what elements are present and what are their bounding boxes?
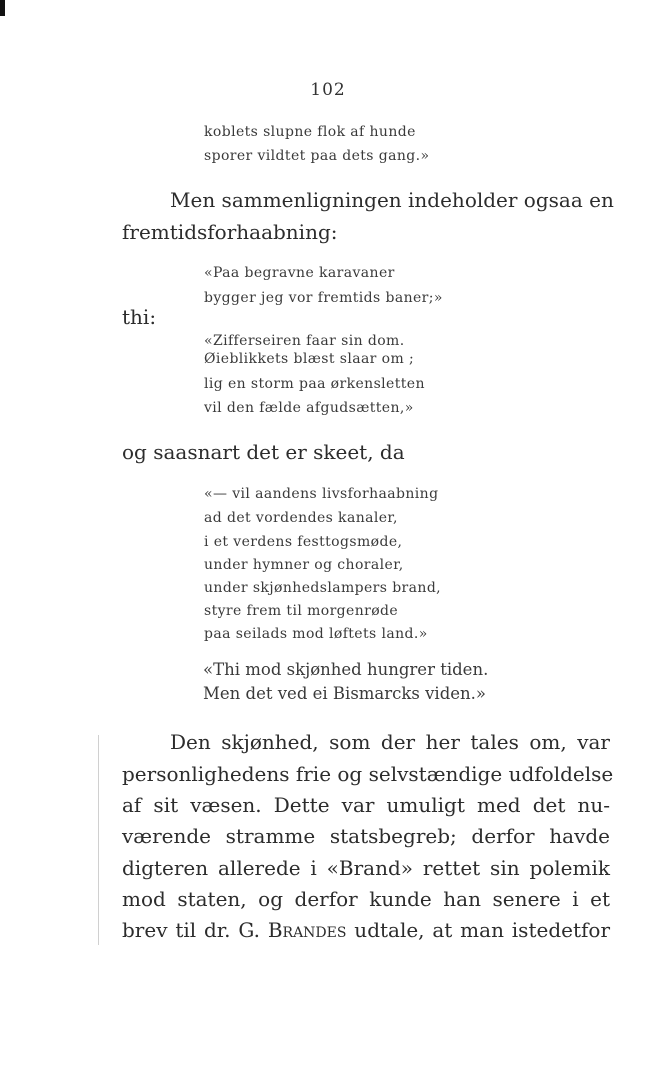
quote-line: ad det vordendes kanaler,	[204, 510, 398, 526]
quote-line: under hymner og choraler,	[204, 557, 404, 573]
quote-line: «— vil aandens livsforhaabning	[204, 486, 439, 502]
page-number: 102	[310, 80, 346, 100]
paragraph-line: fremtidsforhaabning:	[122, 220, 338, 244]
author-name: Brandes	[267, 918, 347, 942]
paragraph-line: thi:	[122, 305, 157, 329]
paragraph-line: værende stramme statsbegreb; derfor havde	[122, 824, 610, 848]
quote-line: styre frem til morgenrøde	[204, 603, 399, 619]
paragraph-line: og saasnart det er skeet, da	[122, 440, 405, 464]
paragraph-line: Den skjønhed, som der her tales om, var	[170, 730, 610, 754]
margin-line	[98, 735, 99, 945]
paragraph-text: brev til dr. G.	[122, 918, 268, 942]
quote-line: «Thi mod skjønhed hungrer tiden.	[203, 660, 489, 679]
paragraph-line	[122, 918, 610, 942]
quote-line: vil den fælde afgudsætten,»	[204, 400, 414, 416]
paragraph-line: digteren allerede i «Brand» rettet sin polemik	[122, 856, 610, 880]
paragraph-line: Men sammenligningen indeholder ogsaa en	[170, 188, 614, 212]
paragraph-line: mod staten, og derfor kunde han senere i et	[122, 887, 610, 911]
quote-line: koblets slupne flok af hunde	[204, 124, 416, 140]
paragraph-text: udtale, at man istedetfor	[346, 918, 610, 942]
quote-line: i et verdens festtogsmøde,	[204, 534, 403, 550]
quote-line: under skjønhedslampers brand,	[204, 580, 442, 596]
quote-line: «Zifferseiren faar sin dom.	[204, 333, 405, 349]
paragraph-line: personlighedens frie og selvstændige udfoldelse	[122, 762, 614, 786]
quote-line: bygger jeg vor fremtids baner;»	[204, 290, 443, 306]
quote-line: sporer vildtet paa dets gang.»	[204, 148, 430, 164]
quote-line: lig en storm paa ørkensletten	[204, 376, 425, 392]
scan-corner-mark	[0, 0, 5, 16]
quote-line: Men det ved ei Bismarcks viden.»	[203, 684, 486, 703]
paragraph-line: af sit væsen. Dette var umuligt med det nu-	[122, 793, 610, 817]
quote-line: paa seilads mod løftets land.»	[204, 626, 428, 642]
quote-line: Øieblikkets blæst slaar om ;	[204, 351, 415, 367]
quote-line: «Paa begravne karavaner	[204, 265, 395, 281]
